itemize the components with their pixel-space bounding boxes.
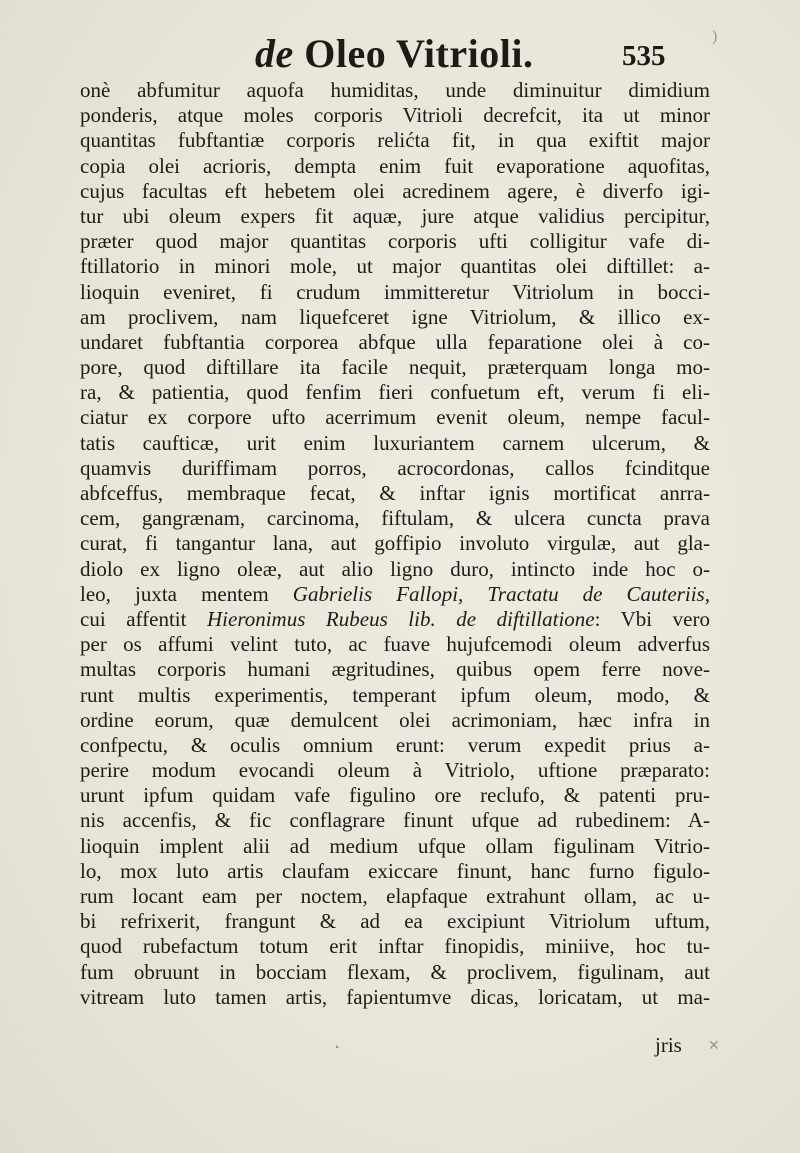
text-line: [80, 103, 710, 128]
text-line: [80, 431, 710, 456]
text-segment: diolo ex ligno oleæ, aut alio ligno duro, intincto inde hoc o-: [80, 556, 710, 581]
text-line: [80, 859, 710, 884]
text-line: [80, 154, 710, 179]
text-line: [80, 808, 710, 833]
text-segment: leo, juxta mentem: [80, 581, 293, 606]
running-head-title: Oleo Vitrioli.: [304, 31, 534, 76]
text-line: [80, 330, 710, 355]
italic-citation: Gabrielis Fallopi, Tractatu de Cauteriis,: [292, 581, 710, 606]
text-segment: per os affumi velint tuto, ac fuave hujufcemodi oleum adverfus: [80, 632, 710, 657]
text-line: [80, 456, 710, 481]
text-line: [80, 733, 710, 758]
text-line: [80, 960, 710, 985]
text-line: [80, 280, 710, 305]
text-segment: tur ubi oleum expers fit aquæ, jure atque validius percipitur,: [80, 203, 710, 228]
text-segment: quantitas fubftantiæ corporis relićta fit, in qua exiftit major: [80, 128, 710, 153]
running-head-prefix: de: [255, 31, 294, 76]
text-line: [80, 78, 710, 103]
text-line: [80, 557, 710, 582]
text-line: [80, 355, 710, 380]
text-line: [80, 204, 710, 229]
text-line: [80, 834, 710, 859]
text-line: [80, 179, 710, 204]
text-line: [80, 657, 710, 682]
text-line: [80, 985, 710, 1010]
text-line: [80, 128, 710, 153]
italic-citation: Hieronimus Rubeus lib. de diftillatione: [207, 606, 595, 631]
body-text: [80, 78, 710, 1010]
text-segment: abfceffus, membraque fecat, & inftar ignis mortificat anrra-: [80, 481, 710, 505]
text-segment: cui affentit: [80, 606, 207, 631]
stray-mark-bottom-left: •: [335, 1040, 340, 1054]
text-line: [80, 934, 710, 959]
text-segment: pore, quod diftillare ita facile nequit, præterquam longa mo-: [80, 355, 710, 380]
catchword: jris: [655, 1033, 682, 1057]
text-line: [80, 909, 710, 934]
stray-mark-bottom-right: ✕: [708, 1039, 720, 1054]
running-head: [255, 30, 533, 77]
text-segment: curat, fi tangantur lana, aut goffipio involuto virgulæ, aut gla-: [80, 531, 710, 556]
stray-mark-top-right: ): [712, 28, 718, 45]
text-segment: rum locant eam per noctem, elapfaque extrahunt ollam, ac u-: [80, 884, 710, 908]
text-segment: ordine eorum, quæ demulcent olei acrimoniam, hæc infra in: [80, 707, 710, 732]
text-line: [80, 783, 710, 808]
text-line: [80, 607, 710, 632]
text-segment: vitream luto tamen artis, fapientumve dicas, loricatam, ut ma-: [80, 984, 710, 1009]
page-header: [0, 20, 800, 80]
text-segment: undaret fubftantia corporea abfque ulla feparatione olei à co-: [80, 329, 710, 354]
text-segment: tatis caufticæ, urit enim luxuriantem carnem ulcerum, &: [80, 430, 710, 455]
text-line: [80, 632, 710, 657]
text-segment: onè abfumitur aquofa humiditas, unde diminuitur dimidium: [80, 78, 710, 102]
text-line: [80, 683, 710, 708]
text-line: [80, 531, 710, 556]
text-line: [80, 582, 710, 607]
text-line: [80, 305, 710, 330]
page-number: 535: [622, 40, 666, 72]
text-segment: cujus facultas eft hebetem olei acredinem agere, è diverfo igi-: [80, 178, 710, 203]
text-segment: lo, mox luto artis claufam exiccare finunt, hanc furno figulo-: [80, 858, 710, 883]
text-segment: quod rubefactum totum erit inftar finopidis, miniive, hoc tu-: [80, 934, 710, 959]
text-line: [80, 884, 710, 909]
text-segment: ponderis, atque moles corporis Vitrioli decrefcit, ita ut minor: [80, 103, 710, 128]
text-segment: lioquin eveniret, fi crudum immitteretur Vitriolum in bocci-: [80, 279, 710, 304]
text-segment: confpectu, & oculis omnium erunt: verum expedit prius a-: [80, 732, 710, 757]
text-line: [80, 758, 710, 783]
text-segment: multas corporis humani ægritudines, quibus opem ferre nove-: [80, 657, 710, 682]
text-segment: bi refrixerit, frangunt & ad ea excipiunt Vitriolum uftum,: [80, 909, 710, 934]
text-segment: lioquin implent alii ad medium ufque ollam figulinam Vitrio-: [80, 833, 710, 858]
text-segment: urunt ipfum quidam vafe figulino ore reclufo, & patenti pru-: [80, 783, 710, 808]
text-segment: cem, gangrænam, carcinoma, fiftulam, & ulcera cuncta prava: [80, 506, 710, 531]
text-line: [80, 254, 710, 279]
text-line: [80, 506, 710, 531]
text-segment: nis accenfis, & fic conflagrare finunt ufque ad rubedinem: A-: [80, 808, 710, 833]
text-line: [80, 481, 710, 506]
text-segment: copia olei acrioris, dempta enim fuit evaporatione aquofitas,: [80, 153, 710, 178]
text-segment: fum obruunt in bocciam flexam, & proclivem, figulinam, aut: [80, 959, 710, 984]
text-segment: : Vbi vero: [594, 606, 710, 631]
text-segment: ftillatorio in minori mole, ut major quantitas olei diftillet: a-: [80, 254, 710, 279]
text-segment: præter quod major quantitas corporis ufti colligitur vafe di-: [80, 229, 710, 254]
text-segment: am proclivem, nam liquefceret igne Vitriolum, & illico ex-: [80, 304, 710, 329]
text-segment: ra, & patientia, quod fenfim fieri confuetum eft, verum fi eli-: [80, 380, 710, 405]
text-segment: runt multis experimentis, temperant ipfum oleum, modo, &: [80, 682, 710, 707]
text-line: [80, 405, 710, 430]
text-segment: perire modum evocandi oleum à Vitriolo, uftione præparato:: [80, 758, 710, 783]
text-segment: ciatur ex corpore ufto acerrimum evenit oleum, nempe facul-: [80, 405, 710, 430]
text-segment: quamvis duriffimam porros, acrocordonas, callos fcinditque: [80, 455, 710, 480]
text-line: [80, 229, 710, 254]
text-line: [80, 380, 710, 405]
text-line: [80, 708, 710, 733]
